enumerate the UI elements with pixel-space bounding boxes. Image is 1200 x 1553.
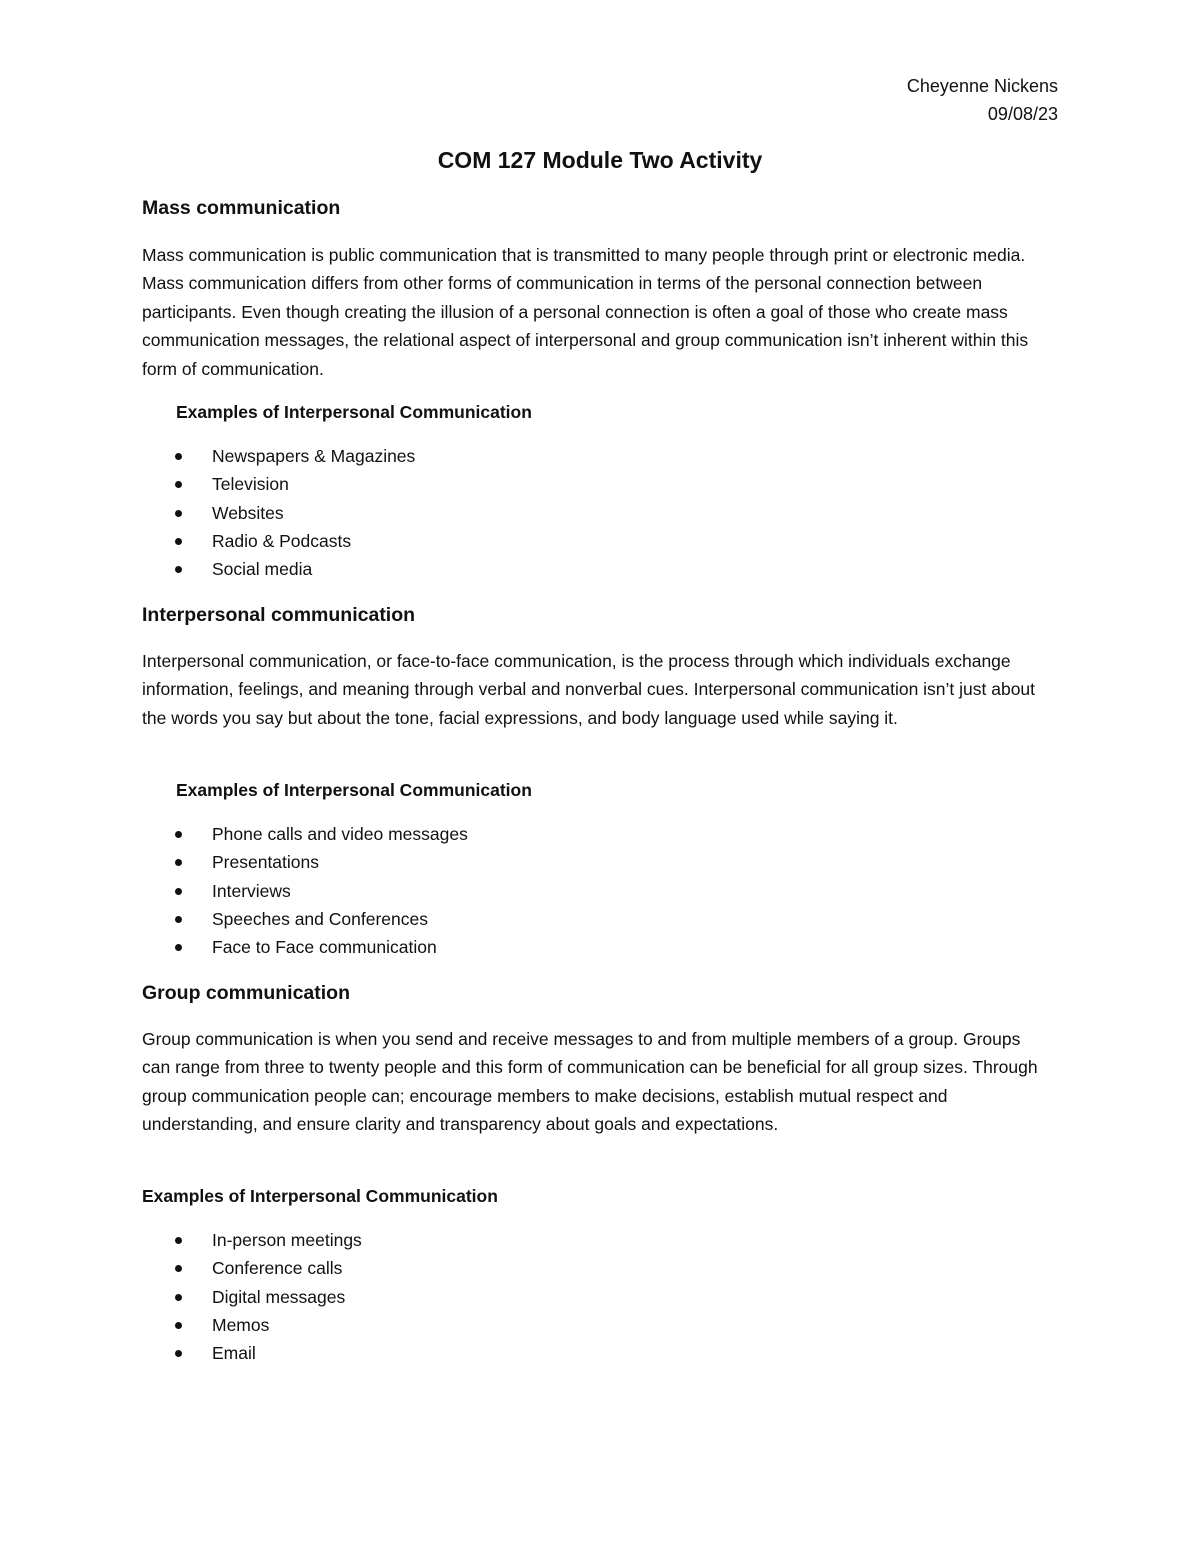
list-item-text: Memos [212,1314,270,1335]
document-date: 09/08/23 [987,104,1058,124]
bullet-icon [175,1322,182,1329]
list-item [172,1254,362,1282]
list-item [172,905,468,933]
list-item-text: Interviews [212,880,291,901]
list-item-text: Speeches and Conferences [212,908,428,929]
section-heading-group-communication: Group communication [142,982,351,1004]
bullet-icon [175,831,182,838]
list-item-text: Websites [212,502,284,523]
examples-heading-interpersonal-communication: Examples of Interpersonal Communication [176,780,532,800]
list-item-text: Social media [212,559,313,580]
list-item-text: Television [212,474,289,495]
list-item-text: Digital messages [212,1286,346,1307]
list-item [172,1226,362,1254]
list-item [172,527,415,555]
list-item [172,555,415,583]
examples-heading-mass-communication: Examples of Interpersonal Communication [176,402,532,422]
bullet-icon [175,916,182,923]
paragraph-group-communication: Group communication is when you send and receive messages to and from multiple members of a group. Groups can range from three to twenty people and this form of communication can be beneficial for all group sizes. Through group communication people can; encourage members to make decisions, establish mutual respect and understanding, and ensure clarity and transparency about goals and expectations. [142,1029,1038,1135]
bullet-icon [175,1294,182,1301]
list-item [172,442,415,470]
bullet-icon [175,888,182,895]
bullet-icon [175,510,182,517]
bullet-icon [175,944,182,951]
bullet-icon [175,538,182,545]
header-block [907,72,1058,128]
list-item [172,1339,362,1367]
bullet-icon [175,1350,182,1357]
paragraph-interpersonal-communication: Interpersonal communication, or face-to-face communication, is the process through which individuals exchange information, feelings, and meaning through verbal and nonverbal cues. Interpersonal communication isn’t just about the words you say but about the tone, facial expressions, and body language used while saying it. [142,651,1036,728]
list-item-text: Phone calls and video messages [212,824,468,844]
list-item-text: Presentations [212,852,320,873]
list-item-text: In-person meetings [212,1230,362,1250]
list-item-text: Face to Face communication [212,937,437,958]
document-title: COM 127 Module Two Activity [437,147,763,173]
examples-list-group-communication [172,1226,362,1367]
section-heading-mass-communication: Mass communication [142,197,341,219]
bullet-icon [175,859,182,866]
list-item [172,820,468,848]
bullet-icon [175,1265,182,1272]
list-item-text: Email [212,1343,256,1364]
section-heading-interpersonal-communication: Interpersonal communication [142,604,416,626]
list-item [172,1311,362,1339]
list-item-text: Newspapers & Magazines [212,446,416,466]
bullet-icon [175,566,182,573]
list-item [172,933,468,961]
author-name: Cheyenne Nickens [906,76,1058,96]
list-item [172,499,415,527]
paragraph-mass-communication: Mass communication is public communication that is transmitted to many people through print or electronic media. Mass communication differs from other forms of communication in terms of the personal connection between participants. Even though creating the illusion of a personal connection is often a goal of those who create mass communication messages, the relational aspect of interpersonal and group communication isn’t inherent within this form of communication. [142,245,1029,379]
list-item [172,1283,362,1311]
bullet-icon [175,1237,182,1244]
bullet-icon [175,453,182,460]
list-item [172,877,468,905]
list-item-text: Radio & Podcasts [212,530,352,551]
examples-heading-group-communication: Examples of Interpersonal Communication [142,1186,498,1206]
list-item-text: Conference calls [212,1258,343,1279]
examples-list-interpersonal-communication [172,820,468,961]
examples-list-mass-communication [172,442,415,583]
list-item [172,848,468,876]
list-item [172,470,415,498]
bullet-icon [175,481,182,488]
